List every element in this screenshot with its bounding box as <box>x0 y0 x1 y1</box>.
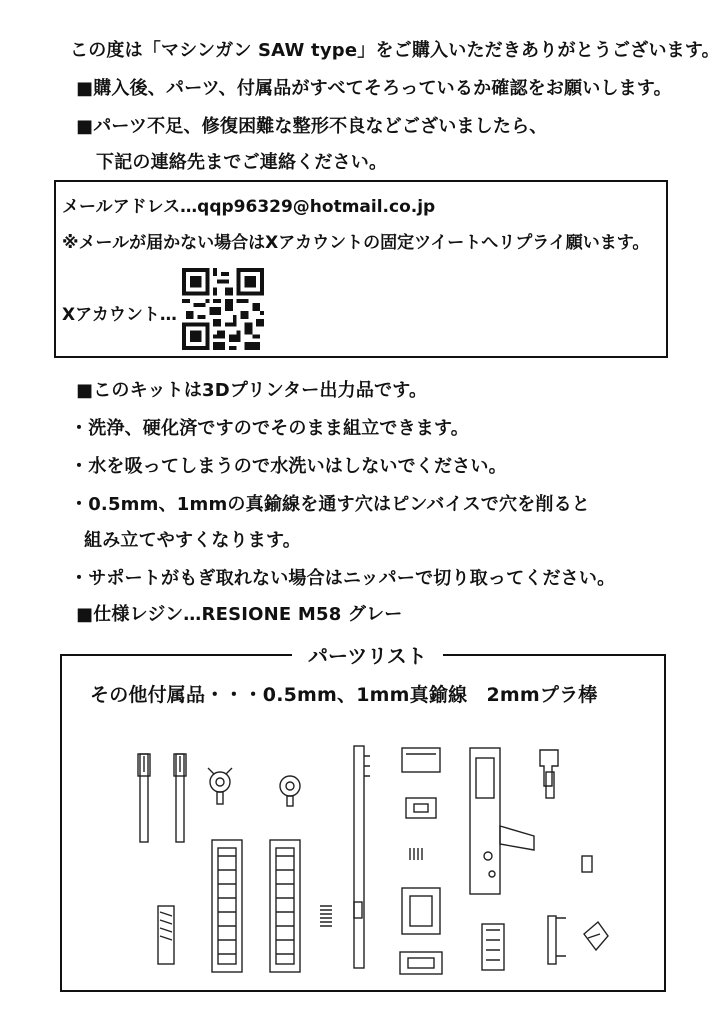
parts-list-title: パーツリスト <box>292 640 443 669</box>
intro-line-1: この度は「マシンガン SAW type」をご購入いただきありがとうございます。 <box>70 40 720 61</box>
contact-note: ※メールが届かない場合はXアカウントの固定ツイートへリプライ願います。 <box>62 233 650 253</box>
note-line-3: ・水を吸ってしまうので水洗いはしないでください。 <box>70 456 507 477</box>
note-line-1: ■このキットは3Dプリンター出力品です。 <box>76 380 428 401</box>
spring-part <box>320 906 332 926</box>
qr-code-icon <box>182 268 264 350</box>
stock-part <box>482 924 504 970</box>
lever-part <box>548 916 566 964</box>
handguard-part <box>270 840 300 972</box>
note-line-7: ■仕様レジン…RESIONE M58 グレー <box>76 604 403 625</box>
sight-part <box>540 750 558 798</box>
small-teeth-part <box>410 848 422 860</box>
email-line: メールアドレス…qqp96329@hotmail.co.jp <box>62 197 436 217</box>
ring-part <box>208 768 232 804</box>
note-line-2: ・洗浄、硬化済ですのでそのまま組立できます。 <box>70 418 469 439</box>
tray-part <box>400 952 442 974</box>
x-account-label: Xアカウント… <box>62 305 177 325</box>
note-line-4: ・0.5mm、1mmの真鍮線を通す穴はピンバイスで穴を削ると <box>70 494 590 515</box>
cover-part <box>402 748 440 772</box>
bracket-part <box>406 798 436 818</box>
intro-line-4: 下記の連絡先までご連絡ください。 <box>96 152 388 173</box>
ring-part <box>280 776 300 806</box>
accessories-line: その他付属品・・・0.5mm、1mm真鍮線 2mmプラ棒 <box>90 684 598 706</box>
note-line-6: ・サポートがもぎ取れない場合はニッパーで切り取ってください。 <box>70 568 616 589</box>
receiver-part <box>470 748 534 894</box>
barrel-part <box>354 746 370 968</box>
block-part <box>582 856 592 872</box>
pin-part <box>174 754 186 842</box>
handguard-part <box>212 840 242 972</box>
box-part <box>402 888 440 934</box>
contact-box <box>54 180 668 358</box>
pin-part <box>138 754 150 842</box>
intro-line-3: ■パーツ不足、修復困難な整形不良などございましたら、 <box>76 116 548 137</box>
note-line-5: 組み立てやすくなります。 <box>84 530 301 551</box>
grip-part <box>158 906 174 964</box>
knob-part <box>354 902 362 918</box>
intro-line-2: ■購入後、パーツ、付属品がすべてそろっているか確認をお願いします。 <box>76 78 672 99</box>
trigger-part <box>584 922 608 950</box>
